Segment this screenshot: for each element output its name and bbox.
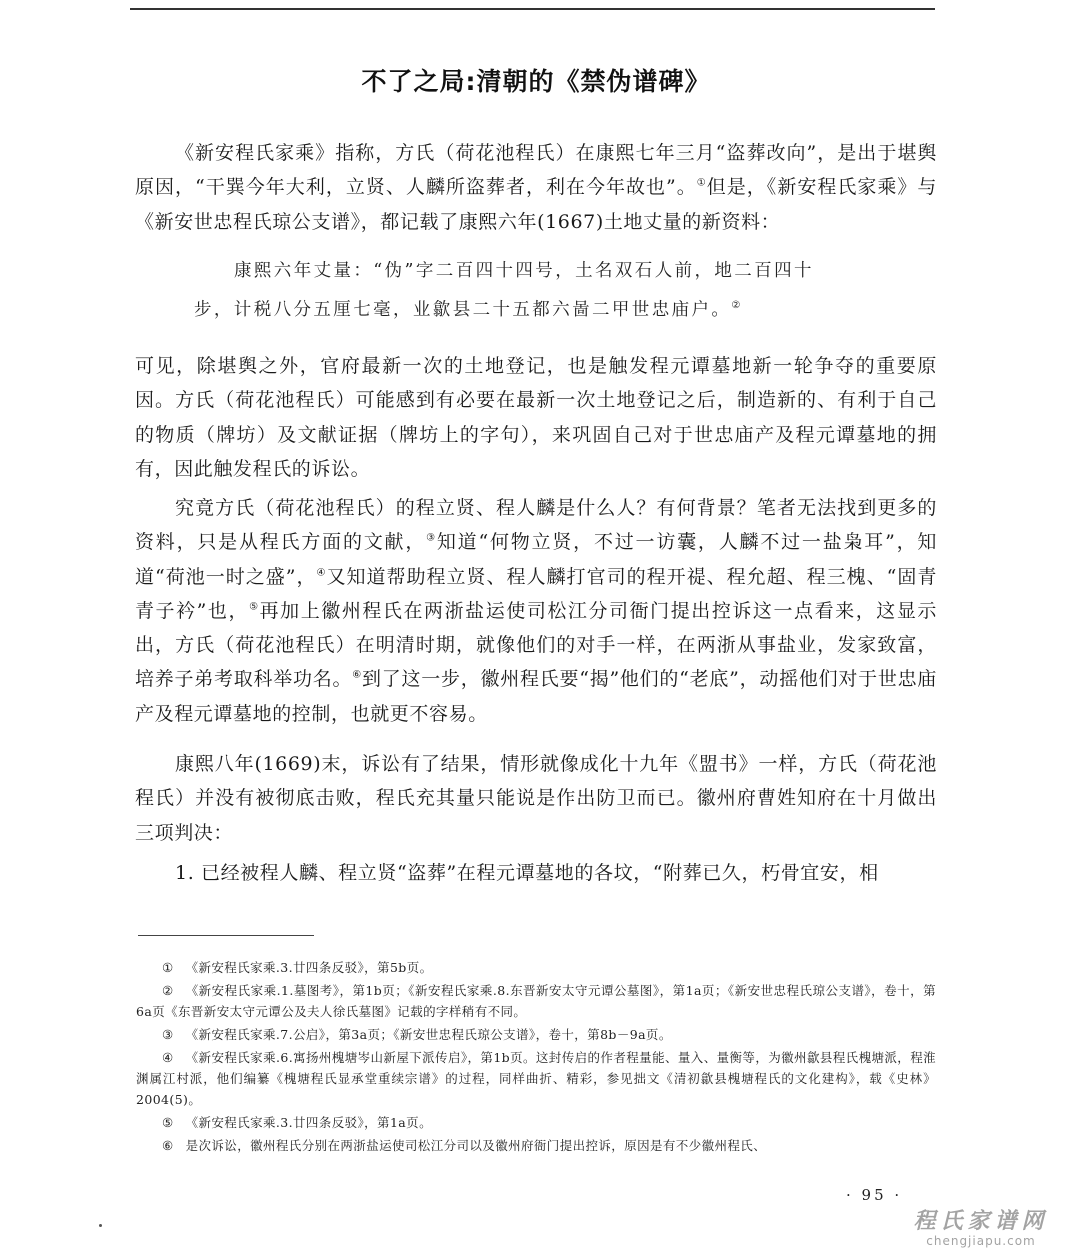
paragraph-3-text-d: 再加上徽州程氏在两浙盐运使司松江分司衙门提出控诉这一点看来，这显示出，方氏（荷花池程氏）在明清时期，就像他们的对手一样，在两浙从事盐业，发家致富，培养子弟考取科举功名。 xyxy=(135,599,937,691)
paragraph-3-text-a: 究竟方氏（荷花池程氏）的程立贤、程人麟是什么人？有何背景？笔者无法找到更多的资料，只是从程氏方面的文献， xyxy=(135,497,937,554)
footnote-item xyxy=(136,1135,936,1156)
footnote-ref-5[interactable]: ⑤ xyxy=(249,601,260,613)
page-number: · 95 · xyxy=(846,1186,903,1204)
paragraph-3 xyxy=(135,491,937,731)
footnote-item xyxy=(136,980,936,1022)
footnote-text: 《新安程氏家乘.1.墓图考》，第1b页；《新安程氏家乘.8.东晋新安太守元谭公墓图》，第1a页；《新安世忠程氏琼公支谱》，卷十，第6a页《东晋新安太守元谭公及夫人徐氏墓图》记载的字样稍有不同。 xyxy=(136,983,936,1019)
paragraph-3-text-e: 到了这一步，徽州程氏要“揭”他们的“老底”，动摇他们对于世忠庙产及程元谭墓地的控制，也就更不容易。 xyxy=(135,668,937,725)
paragraph-1 xyxy=(135,136,937,239)
footnotes xyxy=(136,957,936,1158)
footnote-mark: ⑤ xyxy=(162,1115,174,1130)
paragraph-5: 1. 已经被程人麟、程立贤“盗葬”在程元谭墓地的各坟，“附葬已久，朽骨宜安，相 xyxy=(175,862,879,884)
footnote-ref-1[interactable]: ① xyxy=(696,177,707,189)
paragraph-3-text-c: 又知道帮助程立贤、程人麟打官司的程开禔、程允超、程三槐、“固青青子衿”也， xyxy=(135,565,937,622)
footnote-item xyxy=(136,957,936,978)
site-watermark xyxy=(896,1208,1066,1248)
footnote-ref-3[interactable]: ③ xyxy=(426,532,437,544)
footnote-mark: ① xyxy=(162,960,174,975)
paragraph-3-text-b: 知道“何物立贤，不过一访囊，人麟不过一盐枭耳”，知道“荷池一时之盛”， xyxy=(135,531,937,588)
footnote-ref-6[interactable]: ⑥ xyxy=(352,670,362,682)
footnote-item xyxy=(136,1024,936,1045)
watermark-name: 程氏家谱网 xyxy=(913,1208,1049,1234)
paragraph-1-text-a: 《新安程氏家乘》指称，方氏（荷花池程氏）在康熙七年三月“盗葬改向”，是出于堪舆原因，“干巽今年大利，立贤、人麟所盗葬者，利在今年故也”。 xyxy=(135,142,937,199)
chapter-title: 不了之局:清朝的《禁伪谱碑》 xyxy=(361,67,711,96)
footnote-mark: ② xyxy=(162,983,174,998)
footnote-ref-2[interactable]: ② xyxy=(731,300,743,312)
footnote-item xyxy=(136,1047,936,1110)
footnote-divider xyxy=(138,935,314,936)
scan-speck xyxy=(99,1224,102,1227)
footnote-text: 《新安程氏家乘.6.寓扬州槐塘岑山新屋下派传启》，第1b页。这封传启的作者程量能、量入、量衡等，为徽州歙县程氏槐塘派，程淮渊属江村派，他们编纂《槐塘程氏显承堂重续宗谱》的过程，同样曲折、精彩，参见拙文《清初歙县槐塘程氏的文化建构》，载《史林》2004(5)。 xyxy=(136,1050,936,1107)
paragraph-1-text-b: 但是，《新安程氏家乘》与《新安世忠程氏琼公支谱》，都记载了康熙六年(1667)土地丈量的新资料： xyxy=(135,176,937,233)
footnote-item xyxy=(136,1112,936,1133)
paragraph-4: 康熙八年(1669)末，诉讼有了结果，情形就像成化十九年《盟书》一样，方氏（荷花池程氏）并没有被彻底击败，程氏充其量只能说是作出防卫而已。徽州府曹姓知府在十月做出三项判决： xyxy=(135,753,937,844)
footnote-text: 《新安程氏家乘.3.廿四条反驳》，第5b页。 xyxy=(185,960,433,975)
paragraph-2: 可见，除堪舆之外，官府最新一次的土地登记，也是触发程元谭墓地新一轮争夺的重要原因。方氏（荷花池程氏）可能感到有必要在最新一次土地登记之后，制造新的、有利于自己的物质（牌坊）及文献证据（牌坊上的字句），来巩固自己对于世忠庙产及程元谭墓地的拥有，因此触发程氏的诉讼。 xyxy=(135,355,937,480)
header-rule xyxy=(130,8,935,10)
block-quote-text: 康熙六年丈量：“伪”字二百四十四号，土名双石人前，地二百四十步，计税八分五厘七毫，业歙县二十五都六啚二甲世忠庙户。 xyxy=(194,261,814,320)
footnote-mark: ⑥ xyxy=(162,1138,174,1153)
footnote-text: 《新安程氏家乘.3.廿四条反驳》，第1a页。 xyxy=(185,1115,432,1130)
block-quote xyxy=(194,252,834,330)
footnote-ref-4[interactable]: ④ xyxy=(316,567,327,579)
watermark-url: chengjiapu.com xyxy=(926,1234,1036,1248)
footnote-mark: ④ xyxy=(162,1050,174,1065)
footnote-text: 是次诉讼，徽州程氏分别在两浙盐运使司松江分司以及徽州府衙门提出控诉，原因是有不少徽州程氏、 xyxy=(185,1138,767,1153)
footnote-text: 《新安程氏家乘.7.公启》，第3a页；《新安世忠程氏琼公支谱》，卷十，第8b－9a页。 xyxy=(185,1027,672,1042)
footnote-mark: ③ xyxy=(162,1027,174,1042)
